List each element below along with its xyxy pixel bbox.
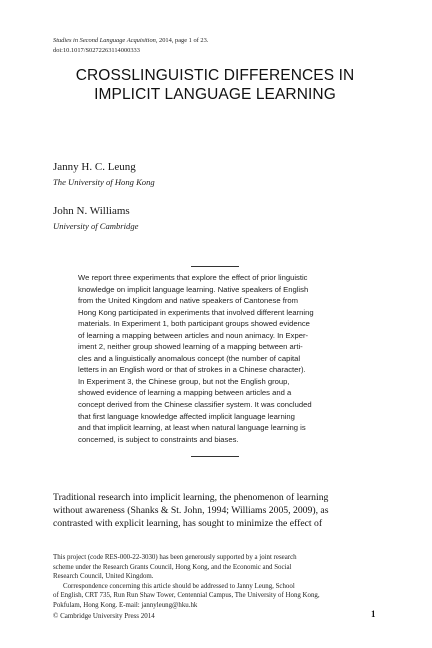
author-affiliation-1: The University of Hong Kong — [53, 177, 155, 187]
abstract-line: materials. In Experiment 1, both participant groups showed evidence — [78, 319, 310, 329]
article-title — [40, 66, 390, 104]
abstract — [78, 272, 371, 445]
abstract-line: and that implicit learning, at least when natural language learning is — [78, 423, 306, 433]
abstract-line: cles and a linguistically anomalous concept (the number of capital — [78, 353, 301, 363]
abstract-line: knowledge on implicit language learning. Native speakers of English — [78, 284, 309, 294]
body-line: Traditional research into implicit learning, the phenomenon of learning — [53, 492, 329, 503]
doi: doi:10.1017/S0272263114000333 — [53, 46, 140, 54]
abstract-line: of learning a mapping between articles and noun animacy. In Exper- — [78, 330, 309, 340]
journal-name: Studies in Second Language Acquisition — [53, 37, 156, 44]
journal-citation — [53, 36, 393, 55]
footnote-line: Research Council, United Kingdom. — [53, 573, 154, 581]
footnote-line: scheme under the Research Grants Council, Hong Kong, and the Economic and Social — [53, 563, 292, 571]
page-number: 1 — [371, 609, 376, 619]
footnote-line: Pokfulam, Hong Kong. E-mail: jannyleung@hku.hk — [53, 601, 198, 609]
abstract-line: showed evidence of learning a mapping between articles and a — [78, 388, 292, 398]
abstract-line: letters in an English word or that of strokes in a Chinese character). — [78, 365, 306, 375]
footnote-line: This project (code RES-000-22-3030) has been generously supported by a joint research — [53, 554, 297, 561]
author-name-2: John N. Williams — [53, 205, 130, 217]
author-affiliation-2: University of Cambridge — [53, 221, 139, 231]
footnote — [53, 553, 379, 611]
abstract-line: Hong Kong participated in experiments that involved different learning — [78, 307, 314, 317]
body-line: without awareness (Shanks & St. John, 1994; Williams 2005, 2009), as — [53, 505, 329, 517]
abstract-line: In Experiment 3, the Chinese group, but not the English group, — [78, 376, 290, 386]
abstract-line: from the United Kingdom and native speakers of Cantonese from — [78, 296, 299, 306]
copyright-notice: © Cambridge University Press 2014 — [53, 612, 155, 620]
body-line: contrasted with explicit learning, has sought to minimize the effect of — [53, 518, 323, 530]
abstract-line: concerned, is subject to constraints and biases. — [78, 434, 239, 444]
journal-issue-info: , 2014, page 1 of 23. — [155, 37, 209, 44]
article-title-line-1: CROSSLINGUISTIC DIFFERENCES IN — [75, 67, 355, 84]
abstract-bottom-rule — [191, 456, 239, 457]
abstract-line: iment 2, neither group showed learning of a mapping between arti- — [78, 342, 303, 352]
body-paragraph — [53, 491, 379, 531]
footnote-line: of English, CRT 735, Run Run Shaw Tower, Centennial Campus, The University of Hong Kong, — [53, 592, 320, 600]
article-title-line-2: IMPLICIT LANGUAGE LEARNING — [94, 86, 336, 103]
abstract-top-rule — [191, 266, 239, 267]
abstract-line: We report three experiments that explore the effect of prior linguistic — [78, 273, 308, 282]
author-name-1: Janny H. C. Leung — [53, 161, 136, 173]
abstract-line: that first language knowledge affected implicit language learning — [78, 411, 295, 421]
abstract-line: concept derived from the Chinese classifier system. It was concluded — [78, 400, 312, 410]
footnote-line: Correspondence concerning this article should be addressed to Janny Leung, School — [63, 582, 295, 590]
